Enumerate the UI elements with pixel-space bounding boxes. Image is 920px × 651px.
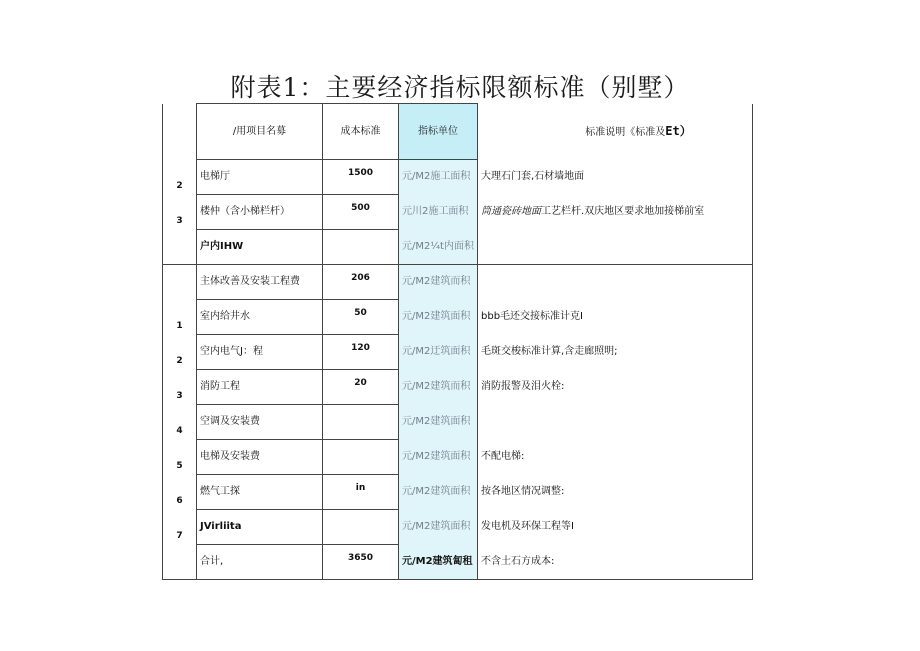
table-row [163, 230, 753, 265]
header-cost-standard: 成本标准 [323, 104, 399, 160]
row-note: 不配电梯: [478, 440, 753, 475]
row-item-name: 电梯及安装费 [197, 440, 323, 475]
row-cost [323, 405, 399, 440]
table-row [163, 510, 753, 545]
row-item-name: 燃气工探 [197, 475, 323, 510]
header-note-suffix: Et） [665, 123, 692, 138]
row-cost: 3650 [323, 545, 399, 580]
header-standard-note [478, 104, 753, 160]
row-item-name: 主体改善及安装工程费 [197, 265, 323, 300]
row-number: 7 [163, 510, 197, 545]
row-note [478, 265, 753, 300]
row-cost: in [323, 475, 399, 510]
row-item-name: 户内IHW [197, 230, 323, 265]
table-row [163, 405, 753, 440]
row-item-name: 空调及安装费 [197, 405, 323, 440]
row-cost: 500 [323, 195, 399, 230]
row-unit: 元/M2建筑匐租 [399, 545, 478, 580]
row-note-rest: 工艺栏杆.双庆地区要求地加接梯前室 [541, 206, 705, 217]
row-number [163, 265, 197, 300]
table-row [163, 265, 753, 300]
economic-indicator-table [162, 103, 753, 580]
row-note: 按各地区情况调整: [478, 475, 753, 510]
row-unit: 元/M2施工面积 [399, 160, 478, 195]
row-note: bbb毛还交接标准计克I [478, 300, 753, 335]
row-unit: 元/M2迂筑面积 [399, 335, 478, 370]
row-item-name: 空内电气J：程 [197, 335, 323, 370]
row-item-name: 合计, [197, 545, 323, 580]
row-note: 不含土石方成本: [478, 545, 753, 580]
header-index-cell [163, 104, 197, 160]
row-note: 毛斑交梭标准计算,含走廊照明; [478, 335, 753, 370]
row-cost [323, 440, 399, 475]
row-item-name: 消防工程 [197, 370, 323, 405]
row-number: 1 [163, 300, 197, 335]
row-number: 2 [163, 160, 197, 195]
row-note [478, 195, 753, 230]
table-row [163, 300, 753, 335]
row-unit: 元川2施工面积 [399, 195, 478, 230]
table-row [163, 475, 753, 510]
row-unit: 元/M2建筑面积 [399, 510, 478, 545]
row-item-name: 楼仲（含小梯栏杆） [197, 195, 323, 230]
row-note: 大理石门套,石材墙地面 [478, 160, 753, 195]
row-item-name: JVirliita [197, 510, 323, 545]
row-unit: 元/M2建筑而积 [399, 370, 478, 405]
row-number [163, 230, 197, 265]
row-cost [323, 510, 399, 545]
page-title: 附表1：主要经济指标限额标准（别墅） [230, 73, 690, 102]
table-row [163, 195, 753, 230]
table-row [163, 160, 753, 195]
row-number: 4 [163, 405, 197, 440]
row-note-italic: 筒通瓷砖地面 [481, 206, 541, 217]
row-number: 3 [163, 195, 197, 230]
row-unit: 元/M2建筑面积 [399, 300, 478, 335]
header-item-name: /用项目名募 [197, 104, 323, 160]
row-item-name: 室内给井水 [197, 300, 323, 335]
row-cost: 20 [323, 370, 399, 405]
row-unit: 元/M2建筑面积 [399, 405, 478, 440]
row-number [163, 545, 197, 580]
table-row [163, 440, 753, 475]
row-number: 5 [163, 440, 197, 475]
header-indicator-unit: 指标单位 [399, 104, 478, 160]
row-note [478, 405, 753, 440]
header-note-text: 标准说明《标准及 [585, 126, 666, 138]
table-header-row [163, 104, 753, 160]
row-unit: 元/M2建筑面积 [399, 440, 478, 475]
row-item-name: 电梯厅 [197, 160, 323, 195]
row-note: 消防报警及泪火栓: [478, 370, 753, 405]
row-unit: 元/M2建筑面积 [399, 475, 478, 510]
row-unit: 元/M2¼t内面积 [399, 230, 478, 265]
row-note [478, 230, 753, 265]
row-number: 3 [163, 370, 197, 405]
row-cost: 206 [323, 265, 399, 300]
row-cost: 50 [323, 300, 399, 335]
row-cost: 120 [323, 335, 399, 370]
table-row [163, 335, 753, 370]
row-number: 2 [163, 335, 197, 370]
row-number: 6 [163, 475, 197, 510]
table-row-total [163, 545, 753, 580]
row-unit: 元/M2建筑而积 [399, 265, 478, 300]
row-cost [323, 230, 399, 265]
table-row [163, 370, 753, 405]
row-note: 发电机及环保工程等I [478, 510, 753, 545]
row-cost: 1500 [323, 160, 399, 195]
